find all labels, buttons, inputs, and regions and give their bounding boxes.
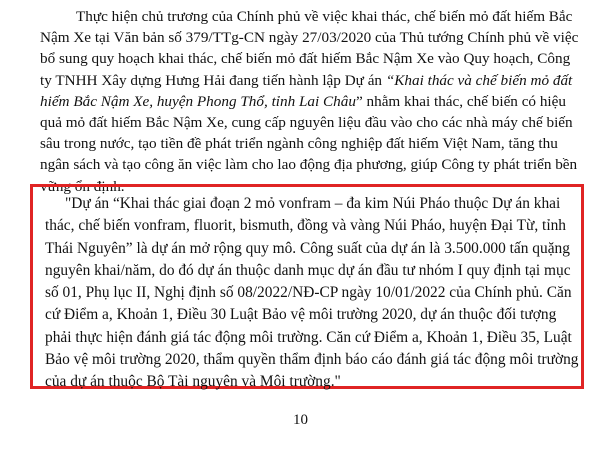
paragraph-line [40,91,588,112]
quote-line: Thái Nguyên” là dự án mở rộng quy mô. Công suất của dự án là 3.500.000 tấn quặng [45,239,570,257]
paragraph-line-text: ty TNHH Xây dựng Hưng Hải đang tiến hành lập Dự án [40,71,383,89]
project-name-italic-cont: hiếm Bắc Nậm Xe, huyện Phong Thổ, tỉnh Lai Châu [40,92,356,110]
paragraph-line-text: ” nhằm khai thác, chế biến có hiệu [355,92,566,110]
quote-line: "Dự án “Khai thác giai đoạn 2 mỏ vonfram – đa kim Núi Pháo thuộc Dự án khai [65,195,561,212]
quote-line: nguyên khai/năm, do đó dự án thuộc danh mục dự án đầu tư nhóm I quy định tại mục [45,261,571,279]
quote-line: cứ Điểm a, Khoản 1, Điều 30 Luật Bảo vệ môi trường 2020, dự án thuộc đối tượng [45,306,557,324]
paragraph-line: Thực hiện chủ trương của Chính phủ về việc khai thác, chế biến mỏ đất hiếm Bắc [76,8,573,25]
page-number: 10 [293,412,308,428]
quote-line: số 01, Phụ lục II, Nghị định số 08/2022/NĐ-CP ngày 10/01/2022 của Chính phủ. Căn [45,284,572,302]
intro-paragraph [40,6,588,197]
paragraph-line: Nậm Xe tại Văn bản số 379/TTg-CN ngày 27/03/2020 của Thủ tướng Chính phủ về việc [40,29,579,47]
quote-line: của dự án thuộc Bộ Tài nguyên và Môi trường." [45,373,341,391]
paragraph-line: sâu trong nước, tạo tiền đề phát triển ngành công nghiệp đất hiếm Việt Nam, tăng thu [40,135,558,153]
project-name-italic: “Khai thác và chế biến mỏ đất [385,71,573,89]
quote-line: phải thực hiện đánh giá tác động môi trường. Căn cứ Điểm a, Khoản 1, Điều 35, Luật [45,328,572,346]
paragraph-line [40,70,588,91]
quote-line: thác, chế biến vonfram, fluorit, bismuth, đồng và vàng Núi Pháo, huyện Đại Từ, tỉnh [45,217,566,235]
paragraph-line: ngân sách và tạo công ăn việc làm cho lao động địa phương, giúp Công ty phát triển bền [40,156,578,174]
paragraph-line: quả mỏ đất hiếm Bắc Nậm Xe, cung cấp nguyên liệu đầu vào cho các nhà máy chế biến [40,114,573,132]
paragraph-line: bổ sung quy hoạch khai thác, chế biến mỏ đất hiếm Bắc Nậm Xe vào Quy hoạch, Công [40,50,571,68]
paragraph-line: vững ổn định. [40,177,125,195]
quoted-paragraph [45,193,579,394]
quote-line: Bảo vệ môi trường 2020, thẩm quyền thẩm định báo cáo đánh giá tác động môi trường [45,351,579,369]
